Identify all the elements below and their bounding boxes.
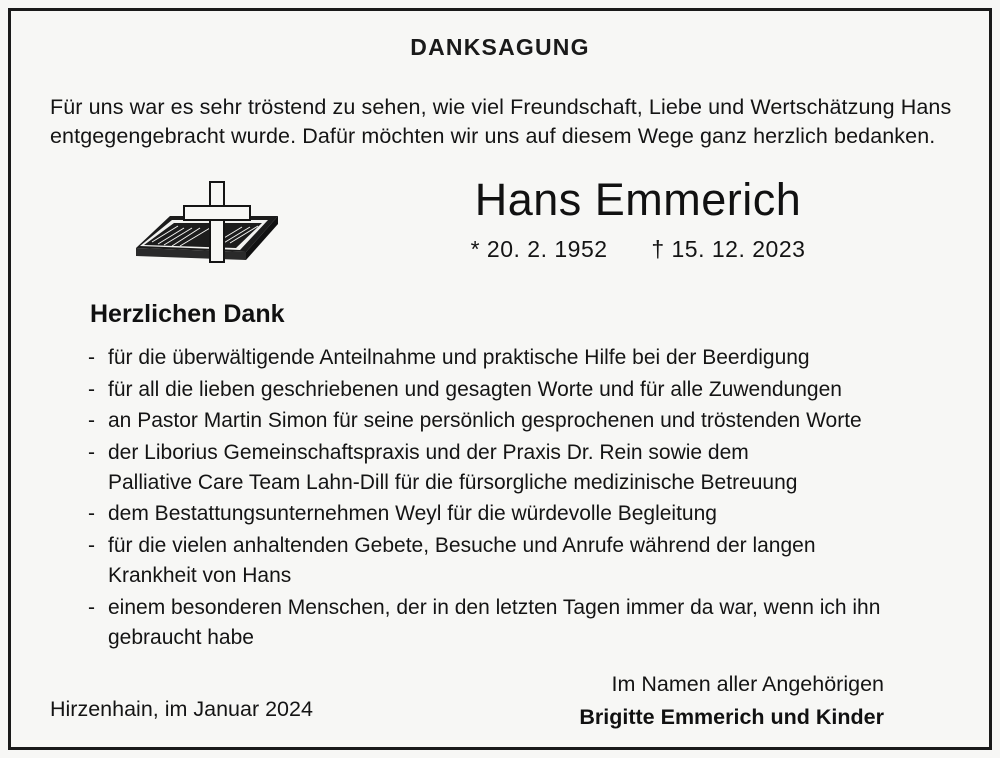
bible-with-cross-icon: [118, 176, 288, 276]
list-item: [88, 499, 950, 529]
list-item-text: [108, 531, 950, 592]
list-item-text: [108, 593, 950, 654]
list-item-text: [108, 375, 950, 405]
list-item-text: [108, 438, 950, 499]
list-item-text: [108, 343, 950, 373]
list-item-line-2: Krankheit von Hans: [108, 564, 292, 588]
list-item-line-1: einem besonderen Menschen, der in den letzten Tagen immer da war, wenn ich ihn: [108, 595, 881, 619]
list-dash: -: [88, 409, 95, 433]
list-item-line-1: für die vielen anhaltenden Gebete, Besuche und Anrufe während der langen: [108, 533, 816, 557]
place-and-date: Hirzenhain, im Januar 2024: [50, 697, 313, 721]
list-dash: -: [88, 440, 95, 464]
list-item-line-2: Palliative Care Team Lahn-Dill für die fürsorgliche medizinische Betreuung: [108, 470, 798, 494]
list-item: [88, 438, 950, 499]
list-item-line-1: der Liborius Gemeinschaftspraxis und der Praxis Dr. Rein sowie dem: [108, 440, 749, 464]
thanks-list: [88, 343, 950, 653]
list-item-line-1: für all die lieben geschriebenen und gesagten Worte und für alle Zuwendungen: [108, 377, 842, 401]
list-dash: -: [88, 377, 95, 401]
list-item-line-2: gebraucht habe: [108, 626, 254, 650]
list-item: [88, 593, 950, 654]
list-item-line-1: an Pastor Martin Simon für seine persönlich gesprochenen und tröstenden Worte: [108, 409, 862, 433]
list-item-line-1: für die überwältigende Anteilnahme und praktische Hilfe bei der Beerdigung: [108, 346, 810, 370]
page-title: DANKSAGUNG: [410, 34, 590, 60]
list-item: [88, 531, 950, 592]
list-item: [88, 406, 950, 436]
list-dash: -: [88, 533, 95, 557]
deceased-name: Hans Emmerich: [474, 174, 802, 226]
list-dash: -: [88, 502, 95, 526]
list-dash: -: [88, 595, 95, 619]
birth-date: * 20. 2. 1952: [470, 236, 608, 263]
deceased-block: [50, 174, 950, 284]
deceased-dates: [318, 236, 958, 263]
closing-line-2: Brigitte Emmerich und Kinder: [579, 704, 884, 729]
list-item-text: [108, 406, 950, 436]
list-dash: -: [88, 346, 95, 370]
thanks-title: Herzlichen Dank: [90, 300, 285, 329]
intro-line-2: entgegengebracht wurde. Dafür möchten wir uns auf diesem Wege ganz herzlich bedanken.: [50, 123, 936, 148]
list-item-text: [108, 499, 950, 529]
list-item: [88, 343, 950, 373]
death-date: † 15. 12. 2023: [651, 236, 806, 263]
intro-line-1: Für uns war es sehr tröstend zu sehen, wie viel Freundschaft, Liebe und Wertschätzung Hans: [50, 95, 952, 119]
intro-paragraph: [50, 93, 950, 150]
closing-line-1: Im Namen aller Angehörigen: [611, 671, 884, 696]
list-item: [88, 375, 950, 405]
list-item-line-1: dem Bestattungsunternehmen Weyl für die würdevolle Begleitung: [108, 502, 717, 526]
